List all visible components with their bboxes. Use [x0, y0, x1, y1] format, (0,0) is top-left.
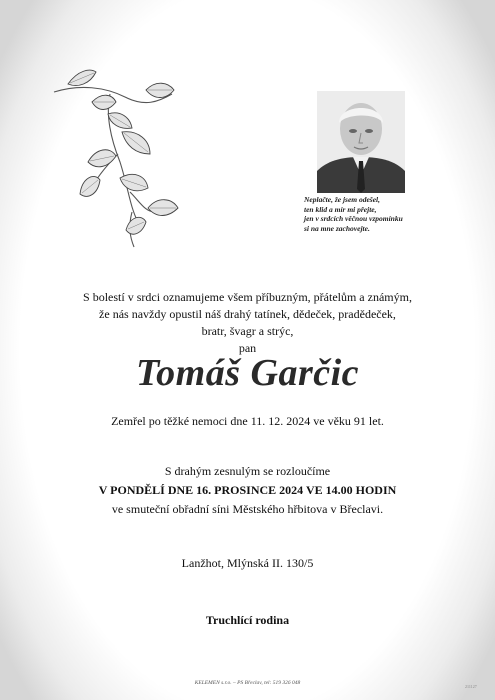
- portrait-photo-icon: [317, 91, 405, 193]
- farewell-location: ve smuteční obřadní síni Městského hřbitova v Břeclavi.: [111, 502, 384, 516]
- farewell-info: [0, 462, 495, 519]
- death-notice: Zemřel po těžké nemoci dne 11. 12. 2024 ve věku 91 let.: [111, 414, 384, 428]
- family-address: Lanžhot, Mlýnská II. 130/5: [181, 556, 314, 570]
- printer-footer: KELEMEN s.r.o. – PS Břeclav, tel: 519 326 048: [194, 680, 301, 686]
- quote-line: ten klid a mír mi přejte,: [304, 204, 377, 214]
- quote-line: si na mne zachovejte.: [304, 223, 370, 233]
- announcement-text: [0, 289, 495, 357]
- announcement-line: pan: [238, 341, 257, 355]
- announcement-line: bratr, švagr a strýc,: [201, 324, 294, 338]
- quote-line: jen v srdcích věčnou vzpomínku: [304, 214, 403, 223]
- farewell-datetime: V PONDĚLÍ DNE 16. PROSINCE 2024 VE 14.00 HODIN: [98, 483, 397, 497]
- announcement-line: že nás navždy opustil náš drahý tatínek, dědeček, pradědeček,: [99, 307, 396, 321]
- farewell-intro: S drahým zesnulým se rozloučíme: [164, 464, 331, 478]
- quote-line: Neplačte, že jsem odešel,: [304, 195, 381, 204]
- portrait-photo: [317, 91, 405, 193]
- mourning-family-signature: Truchlící rodina: [205, 613, 290, 627]
- memorial-quote: [304, 195, 444, 233]
- announcement-line: S bolestí v srdci oznamujeme všem příbuzným, přátelům a známým,: [83, 290, 412, 304]
- deceased-name: Tomáš Garčic: [135, 352, 360, 394]
- leaf-branch-icon: [50, 62, 190, 252]
- print-code: 211127: [465, 684, 477, 689]
